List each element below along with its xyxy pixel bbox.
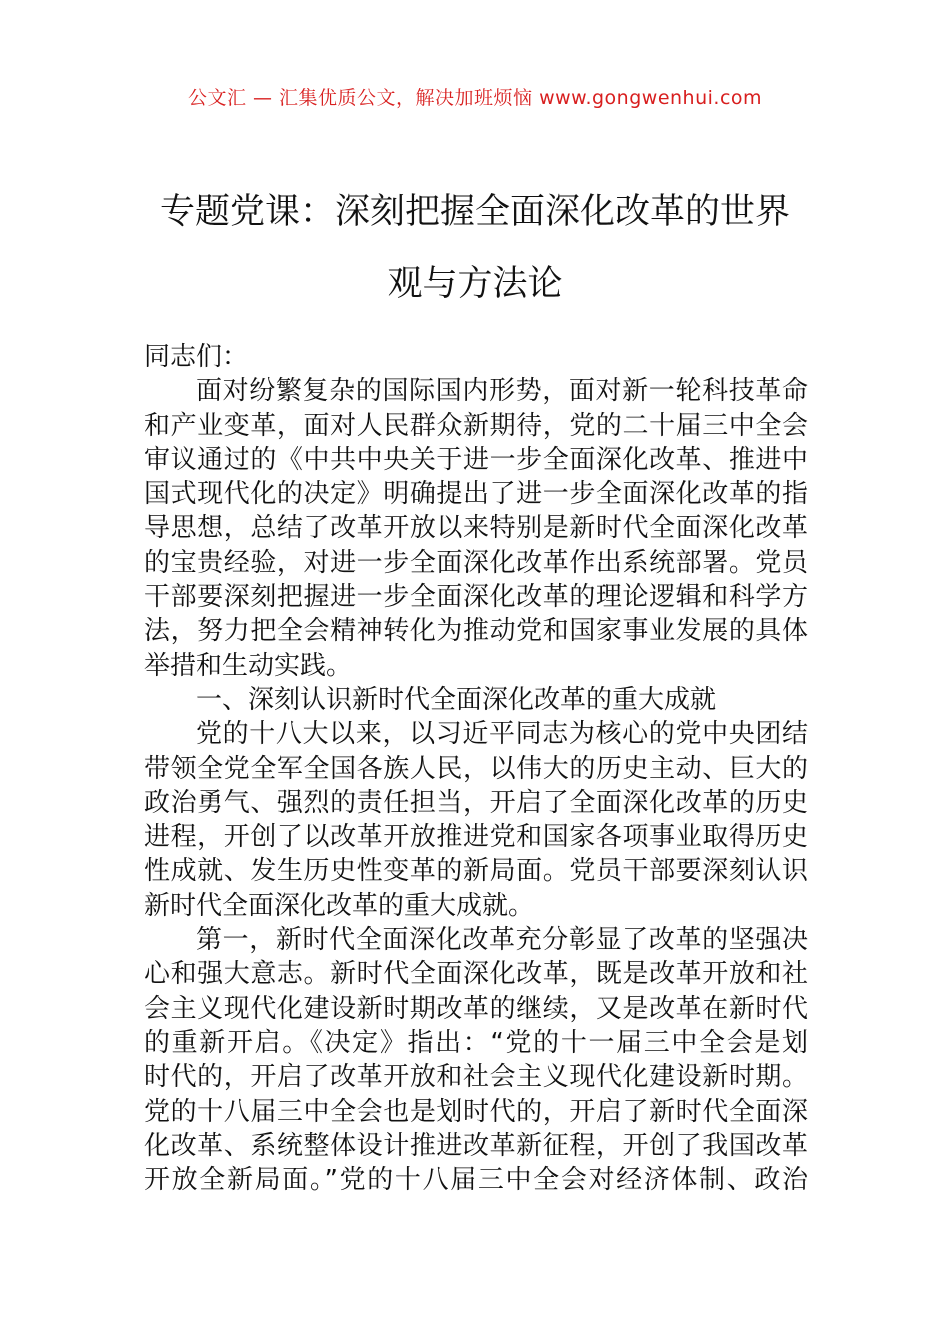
paragraph-intro (144, 374, 808, 683)
site-banner: 公文汇 — 汇集优质公文，解决加班烦恼 www.gongwenhui.com (187, 87, 763, 109)
text-line: 干部要深刻把握进一步全面深化改革的理论逻辑和科学方 (144, 582, 808, 613)
text-line: 心和强大意志。新时代全面深化改革，既是改革开放和社 (144, 959, 808, 990)
text-line: 和产业变革，面对人民群众新期待，党的二十届三中全会 (144, 410, 808, 441)
text-line: 带领全党全军全国各族人民，以伟大的历史主动、巨大的 (144, 753, 808, 784)
title-line-2: 观与方法论 (387, 264, 563, 304)
title-line-1: 专题党课：深刻把握全面深化改革的世界 (159, 192, 790, 232)
text-line: 政治勇气、强烈的责任担当，开启了全面深化改革的历史 (144, 787, 808, 818)
text-line: 的宝贵经验，对进一步全面深化改革作出系统部署。党员 (144, 547, 808, 578)
text-line: 国式现代化的决定》明确提出了进一步全面深化改革的指 (144, 479, 808, 510)
document-title (100, 176, 850, 320)
salutation: 同志们： (144, 342, 249, 372)
document-body (144, 340, 808, 1197)
text-line: 面对纷繁复杂的国际国内形势，面对新一轮科技革命 (196, 376, 808, 407)
text-line: 举措和生动实践。 (144, 650, 353, 681)
text-line: 新时代全面深化改革的重大成就。 (144, 890, 535, 921)
paragraph-first-point (144, 923, 808, 1197)
text-line: 性成就、发生历史性变革的新局面。党员干部要深刻认识 (144, 856, 808, 887)
text-line: 党的十八大以来，以习近平同志为核心的党中央团结 (196, 719, 808, 750)
text-line: 会主义现代化建设新时期改革的继续，又是改革在新时代 (144, 993, 808, 1024)
text-line: 时代的，开启了改革开放和社会主义现代化建设新时期。 (144, 1062, 808, 1093)
text-line: 党的十八届三中全会也是划时代的，开启了新时代全面深 (144, 1096, 808, 1127)
text-line: 的重新开启。《决定》指出：“党的十一届三中全会是划 (144, 1027, 808, 1058)
text-line: 进程，开创了以改革开放推进党和国家各项事业取得历史 (144, 822, 808, 853)
paragraph-achievements (144, 717, 808, 923)
text-line: 法，努力把全会精神转化为推动党和国家事业发展的具体 (144, 616, 808, 647)
text-line: 开放全新局面。”党的十八届三中全会对经济体制、政治 (144, 1165, 808, 1196)
text-line: 化改革、系统整体设计推进改革新征程，开创了我国改革 (144, 1130, 808, 1161)
section-heading: 一、深刻认识新时代全面深化改革的重大成就 (196, 684, 717, 715)
text-line: 审议通过的《中共中央关于进一步全面深化改革、推进中 (144, 444, 808, 475)
text-line: 第一，新时代全面深化改革充分彰显了改革的坚强决 (196, 925, 808, 956)
text-line: 导思想，总结了改革开放以来特别是新时代全面深化改革 (144, 513, 808, 544)
